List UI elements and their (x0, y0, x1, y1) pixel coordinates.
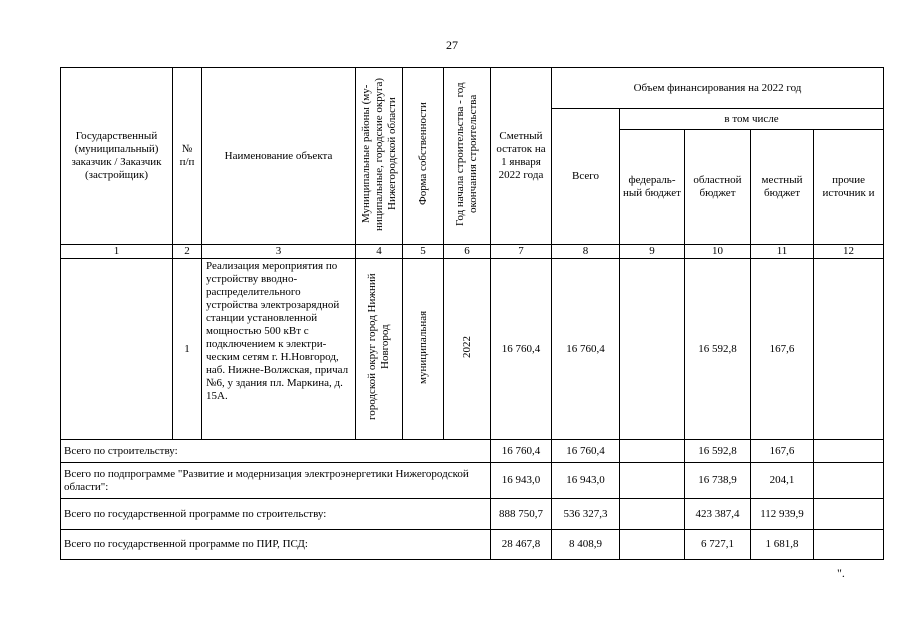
header-years: Год начала строительства - год окончания строительства (444, 68, 491, 245)
summary-regional: 16 738,9 (685, 463, 751, 499)
header-object-name: Наименование объекта (202, 68, 356, 245)
col-number: 10 (685, 245, 751, 259)
object-balance: 16 760,4 (491, 259, 552, 440)
summary-row (61, 463, 884, 499)
col-number: 8 (552, 245, 620, 259)
summary-balance: 28 467,8 (491, 530, 552, 560)
header-customer: Государственный (муниципальный) заказчик / Заказчик (застройщик) (61, 68, 173, 245)
header-district: Муниципальные районы (муниципальные, городские округа) Нижегородской области (356, 68, 403, 245)
closing-quote: ". (837, 566, 845, 580)
col-number: 11 (751, 245, 814, 259)
object-regional: 16 592,8 (685, 259, 751, 440)
summary-regional: 6 727,1 (685, 530, 751, 560)
col-number: 3 (202, 245, 356, 259)
summary-label: Всего по государственной программе по строительству: (61, 499, 491, 530)
header-number: № п/п (173, 68, 202, 245)
summary-federal (620, 499, 685, 530)
object-local: 167,6 (751, 259, 814, 440)
header-federal: федеральный бюджет (620, 130, 685, 245)
header-balance: Сметный остаток на 1 января 2022 года (491, 68, 552, 245)
header-other: прочие источник и (814, 130, 884, 245)
col-number: 6 (444, 245, 491, 259)
summary-other (814, 499, 884, 530)
object-total: 16 760,4 (552, 259, 620, 440)
object-name: Реализация мероприятия по устройству вводно-распределительного устройства электрозарядной станции установленной мощностью 500 кВт с подключением к электрическим сетям г. Н.Новгород, наб. Нижне-Волжская, причал №6, у здания пл. Маркина, д. 15А. (202, 259, 356, 440)
summary-label: Всего по подпрограмме "Развитие и модернизация электроэнергетики Нижегородской области": (61, 463, 491, 499)
object-federal (620, 259, 685, 440)
page-number: 27 (446, 38, 458, 52)
col-number: 2 (173, 245, 202, 259)
header-funding-group: Объем финансирования на 2022 год (552, 68, 884, 109)
summary-local: 204,1 (751, 463, 814, 499)
summary-row (61, 530, 884, 560)
summary-other (814, 463, 884, 499)
summary-local: 112 939,9 (751, 499, 814, 530)
col-number: 7 (491, 245, 552, 259)
summary-other (814, 530, 884, 560)
header-regional: областной бюджет (685, 130, 751, 245)
summary-row (61, 440, 884, 463)
summary-total: 536 327,3 (552, 499, 620, 530)
col-number: 9 (620, 245, 685, 259)
object-district: городской округ город Нижний Новгород (356, 259, 403, 440)
summary-local: 1 681,8 (751, 530, 814, 560)
summary-total: 16 943,0 (552, 463, 620, 499)
summary-federal (620, 440, 685, 463)
col-number: 12 (814, 245, 884, 259)
financing-table (60, 67, 884, 560)
object-ownership: муниципальная (403, 259, 444, 440)
summary-other (814, 440, 884, 463)
header-total: Всего (552, 109, 620, 245)
summary-label: Всего по государственной программе по ПИР, ПСД: (61, 530, 491, 560)
summary-federal (620, 530, 685, 560)
header-including: в том числе (620, 109, 884, 130)
summary-balance: 888 750,7 (491, 499, 552, 530)
header-local: местный бюджет (751, 130, 814, 245)
summary-total: 16 760,4 (552, 440, 620, 463)
summary-federal (620, 463, 685, 499)
header-ownership: Форма собственности (403, 68, 444, 245)
object-row (61, 259, 884, 440)
object-years: 2022 (444, 259, 491, 440)
summary-regional: 16 592,8 (685, 440, 751, 463)
summary-local: 167,6 (751, 440, 814, 463)
summary-regional: 423 387,4 (685, 499, 751, 530)
summary-total: 8 408,9 (552, 530, 620, 560)
summary-balance: 16 943,0 (491, 463, 552, 499)
col-number: 5 (403, 245, 444, 259)
summary-row (61, 499, 884, 530)
object-number: 1 (173, 259, 202, 440)
summary-label: Всего по строительству: (61, 440, 491, 463)
col-number: 1 (61, 245, 173, 259)
object-customer (61, 259, 173, 440)
col-number: 4 (356, 245, 403, 259)
summary-balance: 16 760,4 (491, 440, 552, 463)
object-other (814, 259, 884, 440)
column-numbers-row (61, 245, 884, 259)
